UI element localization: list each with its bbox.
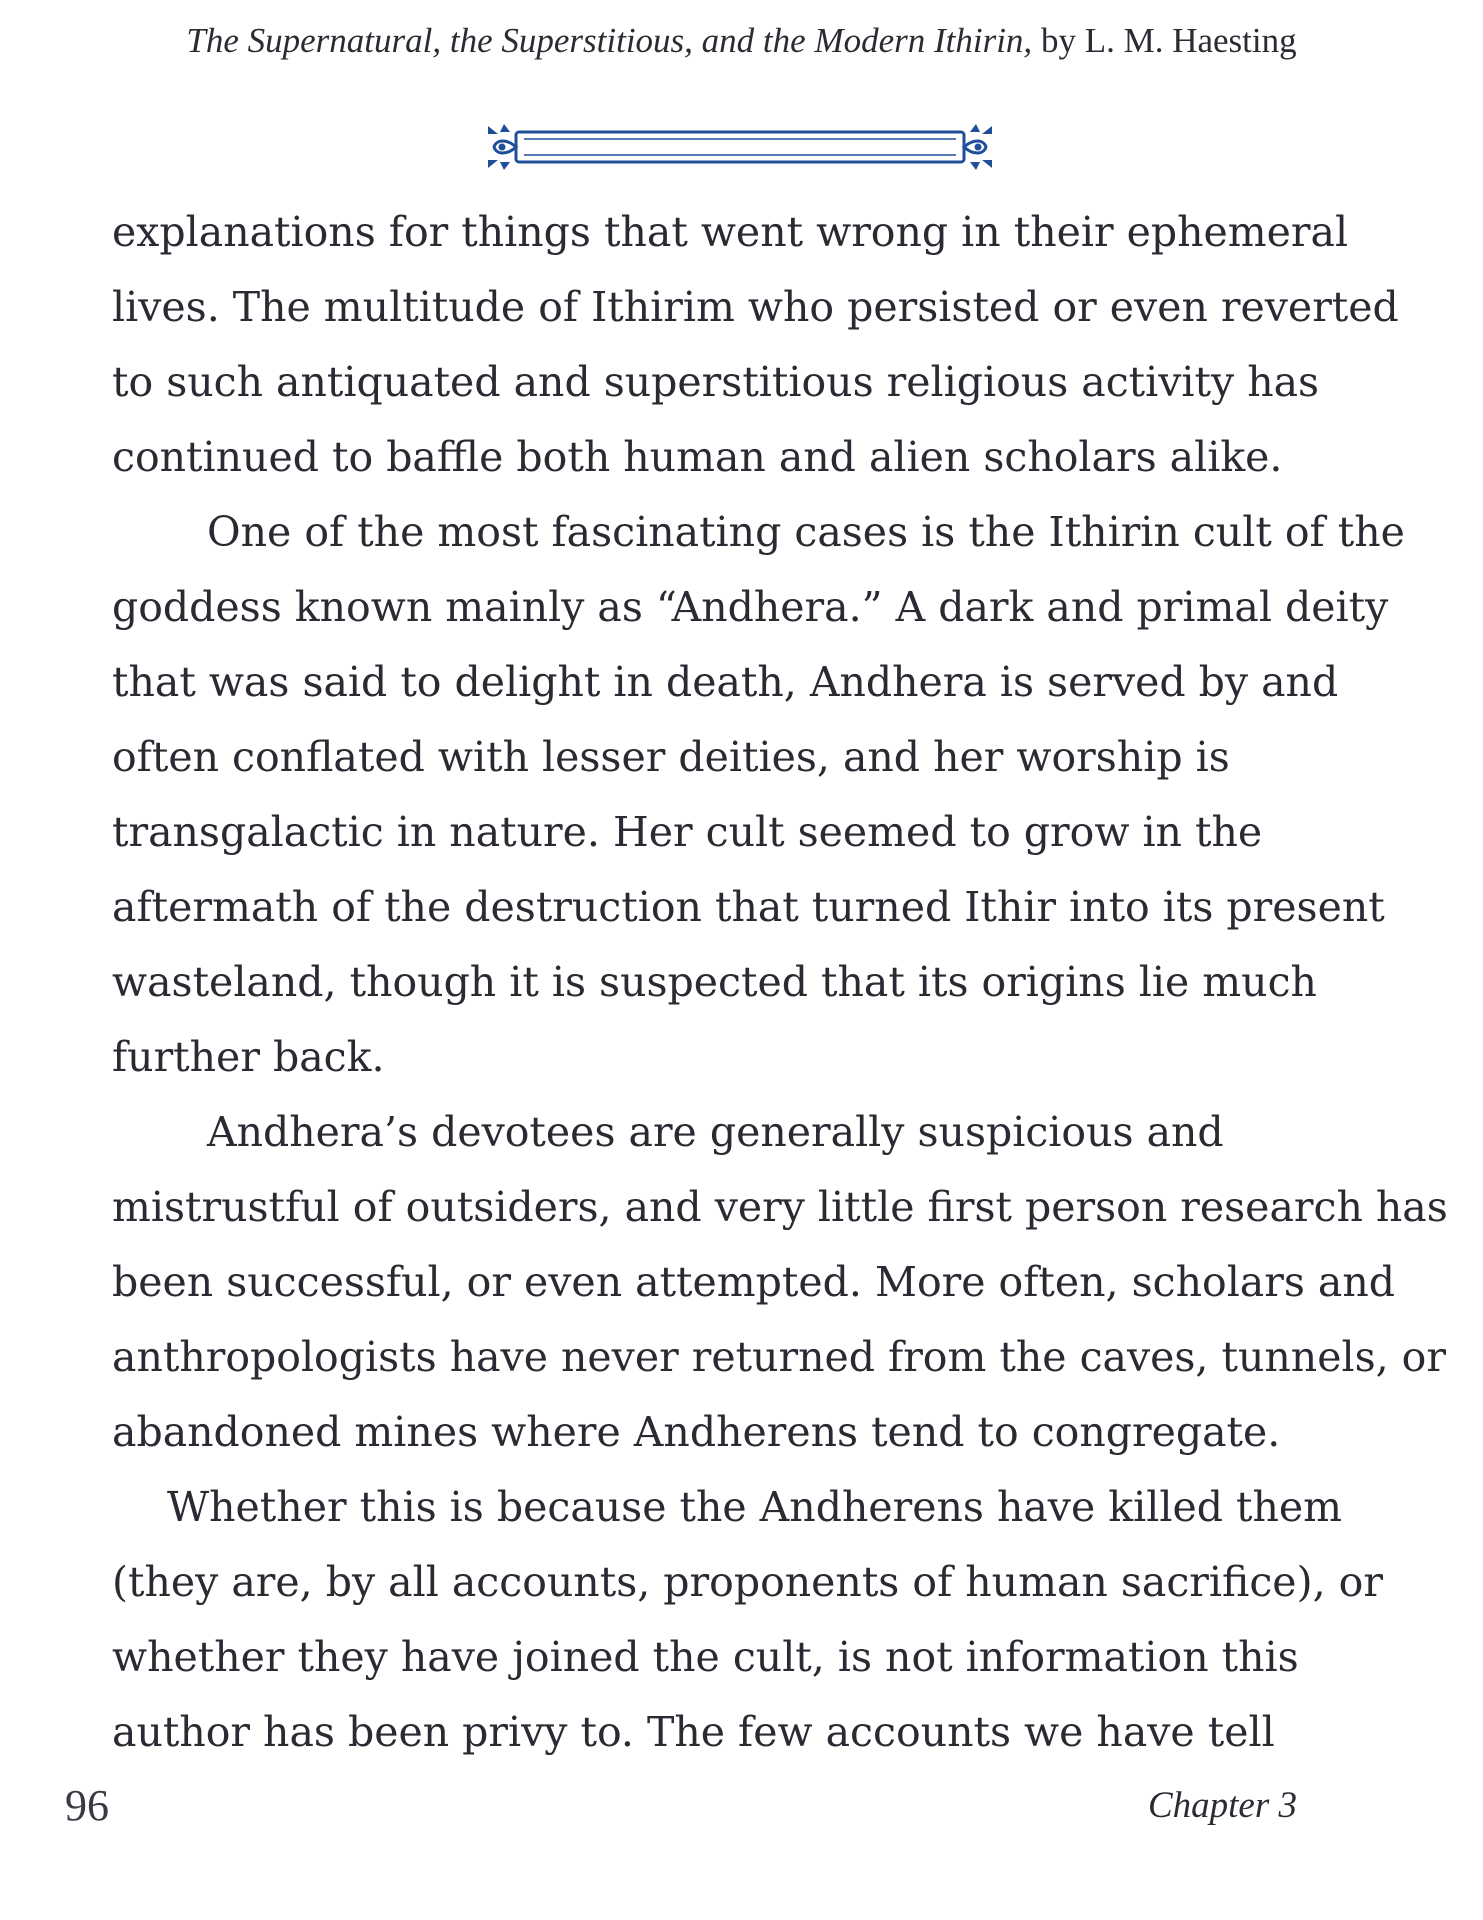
text-line: One of the most fascinating cases is the Ithirin cult of the bbox=[207, 508, 1405, 556]
text-line: Whether this is because the Andherens have killed them bbox=[167, 1483, 1343, 1531]
text-line: goddess known mainly as “Andhera.” A dark and primal deity bbox=[112, 583, 1389, 631]
text-line: explanations for things that went wrong in their ephemeral bbox=[112, 208, 1349, 256]
page-number: 96 bbox=[65, 1781, 109, 1830]
text-line: often conflated with lesser deities, and her worship is bbox=[112, 733, 1230, 781]
chapter-label: Chapter 3 bbox=[1147, 1785, 1297, 1826]
text-line: to such antiquated and superstitious religious activity has bbox=[112, 358, 1320, 406]
text-line: wasteland, though it is suspected that its origins lie much bbox=[112, 958, 1317, 1006]
text-line: anthropologists have never returned from the caves, tunnels, or bbox=[112, 1333, 1446, 1381]
body-text bbox=[112, 195, 1448, 1770]
text-line: been successful, or even attempted. More often, scholars and bbox=[112, 1258, 1396, 1306]
book-title: The Supernatural, the Superstitious, and the Modern Ithirin, bbox=[186, 21, 1033, 60]
running-header bbox=[0, 14, 1483, 68]
text-line: that was said to delight in death, Andhera is served by and bbox=[112, 658, 1339, 706]
author-byline: by L. M. Haesting bbox=[1032, 21, 1297, 60]
scroll-border-ornament-icon bbox=[480, 118, 1000, 178]
text-line: transgalactic in nature. Her cult seemed to grow in the bbox=[112, 808, 1263, 856]
text-line: further back. bbox=[112, 1033, 385, 1081]
text-line: mistrustful of outsiders, and very little first person research has bbox=[112, 1183, 1448, 1231]
text-line: (they are, by all accounts, proponents of human sacrifice), or bbox=[112, 1558, 1383, 1606]
text-line: author has been privy to. The few accounts we have tell bbox=[112, 1708, 1275, 1756]
text-line: abandoned mines where Andherens tend to congregate. bbox=[112, 1408, 1281, 1456]
text-line: aftermath of the destruction that turned Ithir into its present bbox=[112, 883, 1385, 931]
text-line: lives. The multitude of Ithirim who persisted or even reverted bbox=[112, 283, 1399, 331]
text-line: Andhera’s devotees are generally suspicious and bbox=[207, 1108, 1224, 1156]
text-line: whether they have joined the cult, is not information this bbox=[112, 1633, 1299, 1681]
text-line: continued to baffle both human and alien scholars alike. bbox=[112, 433, 1283, 481]
